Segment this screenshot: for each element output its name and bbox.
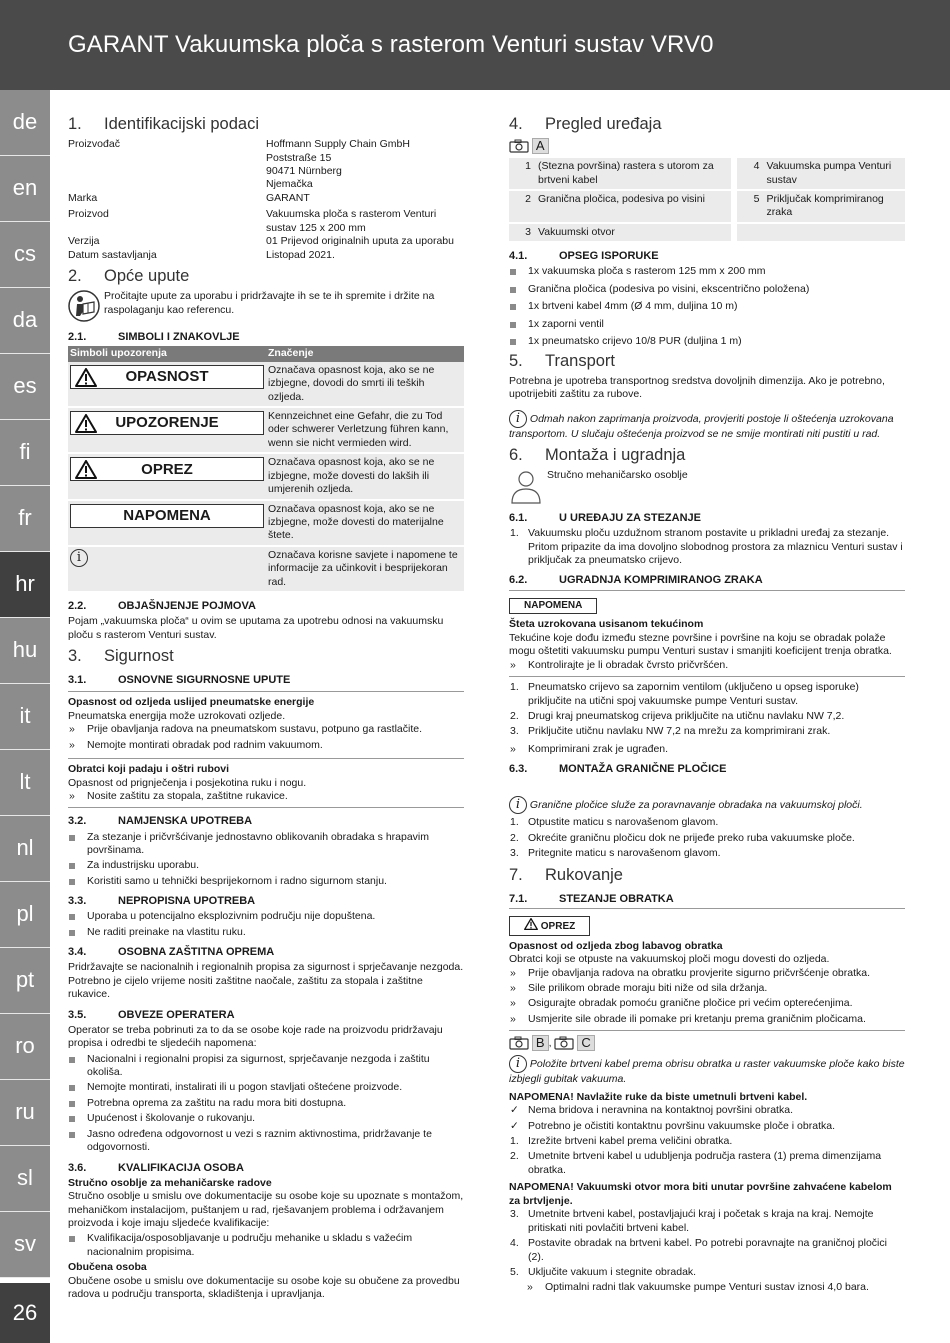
section-3-3-heading: 3.3. NEPROPISNA UPOTREBA <box>68 895 256 908</box>
tab-hu[interactable]: hu <box>0 618 50 684</box>
camera-icon <box>509 139 529 153</box>
notice-title: Šteta uzrokovana usisanom tekućinom <box>509 618 704 631</box>
qualified-staff-text: Stručno osoblje u smislu ove dokumentacije su osobe koje su upoznate s montažom, mehaničkom instalacijom, puštanjem u rad, rješavanjem problema i održavanjem proizvoda i koje imaju sljedeće kvalifikacije: <box>68 1190 464 1230</box>
list-item: » Kontrolirajte je li obradak čvrsto pričvršćen. <box>509 659 905 672</box>
list-item: 4. Postavite obradak na brtveni kabel. Po potrebi poravnajte na graničnoj pločici (2). <box>510 1237 887 1263</box>
list-item: Za industrijsku uporabu. <box>68 859 464 872</box>
section-6-2-heading: 6.2. UGRADNJA KOMPRIMIRANOG ZRAKA <box>509 574 763 587</box>
caution-title: Opasnost od ozljeda zbog labavog obratka <box>509 939 723 952</box>
section-7-1-heading: 7.1. STEZANJE OBRATKA <box>509 892 674 905</box>
transport-text: Potrebna je upotreba transportnog sredstva dovoljnih dimenzija. Ako je potrebno, upotrijebiti zaštitu za rubove. <box>509 374 885 401</box>
table-row: UPOZORENJE Kennzeichnet eine Gefahr, die zu Tod oder schwerer Verletzung führen kann, wenn sie nicht vermieden wird. <box>68 407 464 453</box>
page-number: 26 <box>0 1283 50 1343</box>
list-item: Ne raditi preinake na vlastitu ruku. <box>68 926 464 939</box>
warning-triangle-icon <box>75 368 97 387</box>
section-3-5-heading: 3.5. OBVEZE OPERATERA <box>68 1008 235 1021</box>
list-item: » Nosite zaštitu za stopala, zaštitne rukavice. <box>68 790 464 803</box>
danger-sign: OPASNOST <box>70 365 264 389</box>
meaning-col-header: Značenje <box>266 346 464 361</box>
list-item: 1. Pneumatsko crijevo sa zapornim ventilom (uključeno u opseg isporuke) priključite na utični spoj vakuumske pumpe Venturi sustav. <box>510 681 859 707</box>
list-item: » Nemojte montirati obradak pod radnim vakuumom. <box>68 739 464 752</box>
list-item: Potrebna oprema za zaštitu na radu mora biti dostupna. <box>68 1097 464 1110</box>
note-wet-hands: NAPOMENA! Navlažite ruke da biste umetnuli brtveni kabel. <box>509 1090 808 1103</box>
symbols-table <box>68 346 464 593</box>
falling-parts-title: Obratci koji padaju i oštri rubovi <box>68 763 230 776</box>
notice-text: Tekućine koje dođu između stezne površine i površine na koju se obradak polaže mogu oštetiti vakuumsku pumpu Venturi sustav i smanjiti koeficijent trenja obratka. <box>509 631 892 658</box>
personnel-note: Stručno mehaničarsko osoblje <box>509 469 905 505</box>
section-2-heading: 2. Opće upute <box>68 267 190 286</box>
list-item: Za stezanje i pričvršćivanje jednostavno oblikovanih obradaka s hrapavim površinama. <box>68 831 464 858</box>
seal-cord-info: i Položite brtveni kabel prema obrisu obratka u raster vakuumske ploče kako biste izbjegli gubitak vakuuma. <box>509 1056 905 1086</box>
read-manual-icon <box>68 290 100 322</box>
figure-letter: B <box>532 1035 549 1051</box>
table-row: i Označava korisne savjete i napomene te informacije za učinkovit i besprijekoran rad. <box>68 546 464 592</box>
improper-use-list <box>68 910 464 939</box>
warning-triangle-icon <box>75 460 97 479</box>
list-item: Jasno određena odgovornost u vezi s raznim aktivnostima, pridržavanje te odgovornosti. <box>68 1128 464 1155</box>
notice-sign: NAPOMENA <box>70 504 264 528</box>
list-item: 1. Izrežite brtveni kabel prema veličini obratka. <box>510 1135 733 1148</box>
list-item: Koristiti samo u tehnički besprijekornom i radno sigurnom stanju. <box>68 875 464 888</box>
falling-parts-text: Opasnost od prignječenja i posjekotina ruku i nogu. <box>68 776 307 789</box>
list-item: 3. Umetnite brtveni kabel, postavljajući kraj i početak s kraja na kraj. Nemojte pritiskati niti povlačiti brtveni kabel. <box>510 1208 874 1234</box>
manufacturer-row: Proizvođač Hoffmann Supply Chain GmbH Poststraße 15 90471 Nürnberg Njemačka <box>68 138 410 191</box>
section-3-6-heading: 3.6. KVALIFIKACIJA OSOBA <box>68 1161 244 1174</box>
list-item: 1x brtveni kabel 4mm (Ø 4 mm, duljina 10 m) <box>509 300 905 313</box>
page-header <box>0 0 950 90</box>
tab-en[interactable]: en <box>0 156 50 222</box>
scope-of-delivery-list <box>509 265 905 348</box>
table-row: OPASNOST Označava opasnost koja, ako se ne izbjegne, dovodi do smrti ili teških ozljeda. <box>68 362 464 407</box>
tab-it[interactable]: it <box>0 684 50 750</box>
date-row: Datum sastavljanja Listopad 2021. <box>68 248 335 261</box>
product-row: Proizvod Vakuumska ploča s rasterom Venturi sustav 125 x 200 mm <box>68 208 437 234</box>
tab-ru[interactable]: ru <box>0 1080 50 1146</box>
table-row: 3 Vakuumski otvor <box>509 223 905 242</box>
figure-ref-a <box>509 138 905 154</box>
list-item: 1x pneumatsko crijevo 10/8 PUR (duljina 1 m) <box>509 335 905 348</box>
list-item: » Prije obavljanja radova na obratku provjerite sigurno pričvršćenje obratka. <box>509 967 905 980</box>
list-item: 1x zaporni ventil <box>509 318 905 331</box>
section-3-4-heading: 3.4. OSOBNA ZAŠTITNA OPREMA <box>68 946 275 959</box>
tab-da[interactable]: da <box>0 288 50 354</box>
table-row: 1 (Stezna površina) rastera s utorom za brtveni kabel 4 Vakuumska pumpa Venturi sustav <box>509 158 905 190</box>
limit-plate-info: i Granične pločice služe za poravnavanje obradaka na vakuumskoj ploči. <box>509 796 905 814</box>
section-6-3-heading: 6.3. MONTAŽA GRANIČNE PLOČICE <box>509 763 727 776</box>
list-item: 2. Umetnite brtveni kabel u udubljenja područja rastera (1) prema dimenzijama obratka. <box>510 1150 882 1176</box>
trained-person-text: Obučene osobe u smislu ove dokumentacije su osobe koje su obučene za provedbu radova u području transporta, skladištenja i upravljanja. <box>68 1274 460 1301</box>
list-item: ✓ Potrebno je očistiti kontaktnu površinu vakuumske ploče i obratka. <box>509 1120 905 1133</box>
list-item: 3. Pritegnite maticu s narovašenom glavom. <box>510 847 721 860</box>
list-item: 2. Okrećite graničnu pločicu dok ne prijeđe preko ruba vakuumske ploče. <box>510 831 855 844</box>
figure-ref-bc <box>509 1035 905 1051</box>
brand-row: Marka GARANT <box>68 191 310 204</box>
right-column <box>509 112 905 1297</box>
overview-table <box>509 158 905 243</box>
qualified-staff-title: Stručno osoblje za mehaničarske radove <box>68 1176 272 1189</box>
version-row: Verzija 01 Prijevod originalnih uputa za uporabu <box>68 235 454 248</box>
section-2-1-heading: 2.1. SIMBOLI I ZNAKOVLJE <box>68 331 240 344</box>
transport-info: i Odmah nakon zaprimanja proizvoda, provjeriti postoje li oštećenja uzrokovana transportom. U slučaju oštećenja proizvod se ne smije montirati niti pustiti u rad. <box>509 410 894 440</box>
list-item: Kvalifikacija/osposobljavanje u području mehanike u skladu s važećim nacionalnim propisima. <box>68 1232 464 1259</box>
caution-sign: OPREZ <box>70 457 264 481</box>
language-tabs <box>0 90 50 1278</box>
section-5-heading: 5. Transport <box>509 351 615 370</box>
table-row: NAPOMENA Označava opasnost koja, ako se ne izbjegne, može dovesti do materijalne štete. <box>68 500 464 546</box>
list-item: 1x vakuumska ploča s rasterom 125 mm x 200 mm <box>509 265 905 278</box>
tab-ro[interactable]: ro <box>0 1014 50 1080</box>
list-item: Granična pločica (podesiva po visini, ekscentrično položena) <box>509 283 905 296</box>
section-7-heading: 7. Rukovanje <box>509 865 623 884</box>
table-row: OPREZ Označava opasnost koja, ako se ne izbjegne, može dovesti do lakših ili umjerenih ozljeda. <box>68 453 464 499</box>
figure-letter: C <box>577 1035 594 1051</box>
list-item: ✓ Nema bridova i neravnina na kontaktnoj površini obratka. <box>509 1104 905 1117</box>
read-manual-note: Pročitajte upute za uporabu i pridržavajte ih se te ih spremite i držite na raspolaganju kao referencu. <box>68 290 464 322</box>
operator-text: Operator se treba pobrinuti za to da se osobe koje rade na proizvodu pridržavaju propisa i odredbi te sljedećih napomena: <box>68 1023 443 1050</box>
list-item: 5. Uključite vakuum i stegnite obradak. <box>510 1265 697 1278</box>
list-item: 1. Otpustite maticu s narovašenom glavom. <box>510 816 719 829</box>
list-item: 1. Vakuumsku ploču uzdužnom stranom postavite u prikladni uređaj za stezanje. Pritom pripazite da ima dovoljno slobodnog prostora za mlaznicu Venturi sustav i priključak za pneumatsko crijevo. <box>510 527 903 567</box>
list-item: » Usmjerite sile obrade ili pomake pri kretanju prema graničnim pločicama. <box>509 1013 905 1026</box>
section-3-1-heading: 3.1. OSNOVNE SIGURNOSNE UPUTE <box>68 674 291 687</box>
list-item: Nemojte montirati, instalirati ili u pogon stavljati oštećene proizvode. <box>68 1081 464 1094</box>
camera-icon <box>509 1036 529 1050</box>
tab-fi[interactable]: fi <box>0 420 50 486</box>
document-title: GARANT Vakuumska ploča s rasterom Venturi sustav VRV0 <box>68 31 714 58</box>
ppe-text: Pridržavajte se nacionalnih i regionalnih propisa za sigurnost i sprječavanje nezgoda. Potrebno je cijelo vrijeme nositi zaštitne naočale, zaštitu za stopala i zaštitne rukavice. <box>68 961 464 1001</box>
pneumatic-hazard-title: Opasnost od ozljeda uslijed pneumatske energije <box>68 696 315 709</box>
notice-label: NAPOMENA <box>509 598 597 615</box>
warning-sign: UPOZORENJE <box>70 411 264 435</box>
warning-triangle-icon <box>524 918 538 930</box>
section-3-heading: 3. Sigurnost <box>68 647 174 666</box>
section-3-2-heading: 3.2. NAMJENSKA UPOTREBA <box>68 815 253 828</box>
section-4-1-heading: 4.1. OPSEG ISPORUKE <box>509 250 659 263</box>
result-item: » Optimalni radni tlak vakuumske pumpe Venturi sustav iznosi 4,0 bara. <box>526 1281 905 1294</box>
tab-de[interactable]: de <box>0 90 50 156</box>
list-item: » Sile prilikom obrade moraju biti niže od sila držanja. <box>509 982 905 995</box>
pneumatic-hazard-text: Pneumatska energija može uzrokovati ozljede. <box>68 709 286 722</box>
tab-es[interactable]: es <box>0 354 50 420</box>
list-item: 3. Priključite utičnu navlaku NW 7,2 na mrežu za komprimirani zrak. <box>510 725 831 738</box>
qualified-staff-list <box>68 1232 464 1259</box>
tab-sv[interactable]: sv <box>0 1212 50 1278</box>
note-vacuum-opening: NAPOMENA! Vakuumski otvor mora biti unutar površine zahvaćene kabelom za brtvljenje. <box>509 1181 892 1207</box>
camera-icon <box>554 1036 574 1050</box>
list-item: Upućenost i školovanje o rukovanju. <box>68 1112 464 1125</box>
list-item: Nacionalni i regionalni propisi za sigurnost, sprječavanje nezgoda i zaštitu okoliša. <box>68 1053 464 1080</box>
info-icon: i <box>509 410 527 428</box>
person-icon <box>509 469 543 505</box>
section-6-heading: 6. Montaža i ugradnja <box>509 445 686 464</box>
section-1-heading: 1. Identifikacijski podaci <box>68 115 259 133</box>
figure-separator: , <box>548 1037 552 1050</box>
info-icon: i <box>509 796 527 814</box>
result-item: » Komprimirani zrak je ugrađen. <box>509 743 905 756</box>
list-item: » Osigurajte obradak pomoću granične pločice pri većim opterećenjima. <box>509 997 905 1010</box>
trained-person-title: Obučena osoba <box>68 1261 147 1274</box>
warning-triangle-icon <box>75 414 97 433</box>
caution-text: Obratci koji se otpuste na vakuumskoj ploči mogu dovesti do ozljeda. <box>509 953 830 966</box>
info-icon: i <box>509 1055 527 1073</box>
tab-nl[interactable]: nl <box>0 816 50 882</box>
intended-use-list <box>68 831 464 889</box>
info-icon: i <box>70 549 88 567</box>
left-column <box>68 112 464 1304</box>
section-4-heading: 4. Pregled uređaja <box>509 115 662 133</box>
tab-sl[interactable]: sl <box>0 1146 50 1212</box>
figure-letter: A <box>532 138 549 154</box>
caution-label: OPREZ <box>509 916 590 936</box>
list-item: Uporaba u potencijalno eksplozivnim području nije dopuštena. <box>68 910 464 923</box>
list-item: 2. Drugi kraj pneumatskog crijeva priključite na utičnu navlaku NW 7,2. <box>510 709 845 722</box>
section-6-1-heading: 6.1. U UREĐAJU ZA STEZANJE <box>509 512 701 525</box>
list-item: » Prije obavljanja radova na pneumatskom sustavu, potpuno ga rastlačite. <box>68 723 464 736</box>
section-2-2-heading: 2.2. OBJAŠNJENJE POJMOVA <box>68 600 256 613</box>
tab-pt[interactable]: pt <box>0 948 50 1014</box>
tab-hr[interactable]: hr <box>0 552 50 618</box>
tab-fr[interactable]: fr <box>0 486 50 552</box>
terms-text: Pojam „vakuumska ploča“ u ovim se uputama za upotrebu odnosi na vakuumsku ploču s rasterom Venturi sustav. <box>68 615 444 641</box>
table-row: 2 Granična pločica, podesiva po visini 5 Priključak komprimiranog zraka <box>509 190 905 223</box>
tab-pl[interactable]: pl <box>0 882 50 948</box>
operator-list <box>68 1053 464 1155</box>
symbols-col-header: Simboli upozorenja <box>68 346 266 361</box>
tab-cs[interactable]: cs <box>0 222 50 288</box>
tab-lt[interactable]: lt <box>0 750 50 816</box>
